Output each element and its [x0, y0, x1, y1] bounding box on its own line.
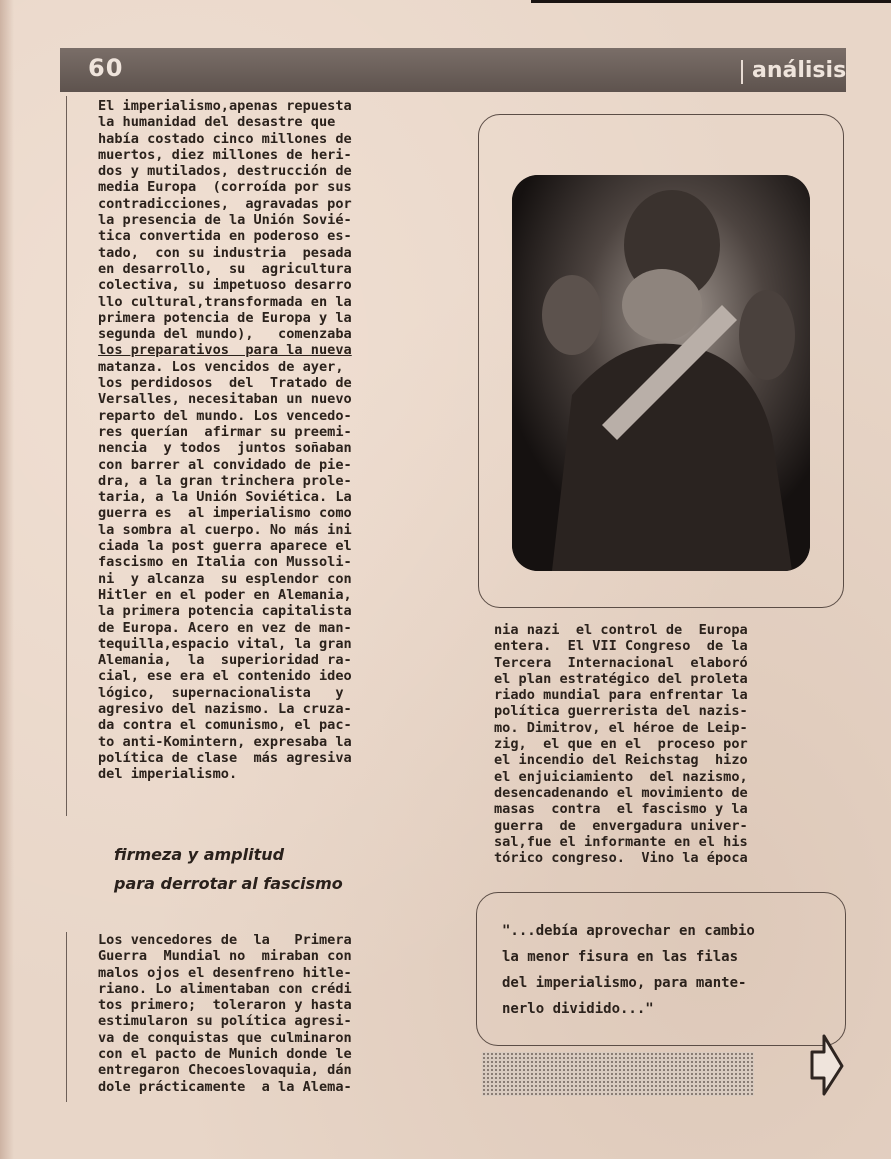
- section-label: análisis: [752, 58, 847, 83]
- text-line: la sombra al cuerpo. No más ini: [98, 521, 352, 538]
- quote-line: "...debía aprovechar en cambio: [502, 923, 755, 939]
- text-line: Hitler en el poder en Alemania,: [98, 586, 352, 603]
- text-line: entregaron Checoeslovaquia, dán: [98, 1062, 352, 1079]
- text-line: va de conquistas que culminaron: [98, 1029, 352, 1046]
- text-line: tica convertida en poderoso es-: [98, 228, 352, 245]
- text-line: colectiva, su impetuoso desarro: [98, 277, 352, 294]
- historical-photo: [512, 175, 810, 571]
- page-edge-shadow: [0, 0, 14, 1159]
- text-line: de Europa. Acero en vez de man-: [98, 619, 352, 636]
- text-line: Tercera Internacional elaboró: [494, 654, 748, 671]
- text-line: lógico, supernacionalista y: [98, 684, 344, 701]
- halftone-panel: [482, 1052, 754, 1096]
- text-line: da contra el comunismo, el pac-: [98, 717, 352, 734]
- text-line: la presencia de la Unión Sovié-: [98, 212, 352, 229]
- underlined-text-line: los preparativos para la nueva: [98, 342, 352, 359]
- text-line: zig, el que en el proceso por: [494, 736, 748, 753]
- text-line: matanza. Los vencidos de ayer,: [98, 358, 344, 375]
- column-rule-top: [66, 96, 67, 816]
- text-line: riado mundial para enfrentar la: [494, 687, 748, 704]
- text-line: nencia y todos juntos soñaban: [98, 440, 352, 457]
- article-column-1: [98, 98, 352, 782]
- text-line: muertos, diez millones de heri-: [98, 146, 352, 163]
- text-line: malos ojos el desenfreno hitle-: [98, 964, 352, 981]
- text-line: guerra de envergadura univer-: [494, 817, 748, 834]
- text-line: la primera potencia capitalista: [98, 603, 352, 620]
- text-line: en desarrollo, su agricultura: [98, 260, 352, 277]
- text-line: dra, a la gran trinchera prole-: [98, 472, 352, 489]
- text-line: res querían afirmar su preemi-: [98, 423, 352, 440]
- text-line: los perdidosos del Tratado de: [98, 375, 352, 392]
- text-line: mo. Dimitrov, el héroe de Leip-: [494, 719, 748, 736]
- text-line: Versalles, necesitaban un nuevo: [98, 391, 352, 408]
- text-line: taria, a la Unión Soviética. La: [98, 489, 352, 506]
- text-line: tado, con su industria pesada: [98, 244, 352, 261]
- text-line: ni y alcanza su esplendor con: [98, 570, 352, 587]
- header-divider: [741, 60, 743, 84]
- photo-silhouette: [512, 175, 810, 571]
- text-line: desencadenando el movimiento de: [494, 784, 748, 801]
- column-rule-bottom: [66, 932, 67, 1102]
- quote-line: nerlo dividido...": [502, 1001, 654, 1017]
- text-line: el plan estratégico del proleta: [494, 670, 748, 687]
- text-line: con barrer al convidado de pie-: [98, 456, 352, 473]
- text-line: guerra es al imperialismo como: [98, 505, 352, 522]
- article-column-2: [494, 622, 748, 866]
- text-line: primera potencia de Europa y la: [98, 309, 352, 326]
- text-line: política guerrerista del nazis-: [494, 703, 748, 720]
- text-line: Guerra Mundial no miraban con: [98, 948, 352, 965]
- text-line: cial, ese era el contenido ideo: [98, 668, 352, 685]
- text-line: tos primero; toleraron y hasta: [98, 997, 352, 1014]
- text-line: agresivo del nazismo. La cruza-: [98, 700, 352, 717]
- text-line: la humanidad del desastre que: [98, 114, 336, 131]
- text-line: segunda del mundo), comenzaba: [98, 326, 352, 343]
- text-line: masas contra el fascismo y la: [494, 801, 748, 818]
- pull-quote: [502, 918, 755, 1022]
- header-bar: [60, 48, 846, 92]
- page-number: 60: [88, 54, 124, 82]
- quote-line: del imperialismo, para mante-: [502, 975, 747, 991]
- text-line: media Europa (corroída por sus: [98, 179, 352, 196]
- text-line: ciada la post guerra aparece el: [98, 538, 352, 555]
- text-line: llo cultural,transformada en la: [98, 293, 352, 310]
- article-column-1-continued: [98, 932, 352, 1095]
- text-line: tequilla,espacio vital, la gran: [98, 635, 352, 652]
- quote-line: la menor fisura en las filas: [502, 949, 739, 965]
- continue-arrow-icon: [806, 1030, 846, 1100]
- text-line: el incendio del Reichstag hizo: [494, 752, 748, 769]
- text-line: del imperialismo.: [98, 766, 238, 783]
- top-edge-strip: [531, 0, 891, 3]
- text-line: reparto del mundo. Los vencedo-: [98, 407, 352, 424]
- text-line: Alemania, la superioridad ra-: [98, 652, 352, 669]
- text-line: Los vencedores de la Primera: [98, 932, 352, 948]
- text-line: dos y mutilados, destrucción de: [98, 163, 352, 180]
- text-line: tórico congreso. Vino la época: [494, 850, 748, 867]
- text-line: fascismo en Italia con Mussoli-: [98, 554, 352, 571]
- text-line: política de clase más agresiva: [98, 749, 352, 766]
- text-line: con el pacto de Munich donde le: [98, 1046, 352, 1063]
- text-line: nia nazi el control de Europa: [494, 622, 748, 638]
- subheading-line-1: firmeza y amplitud: [114, 845, 285, 864]
- text-line: to anti-Komintern, expresaba la: [98, 733, 352, 750]
- text-line: dole prácticamente a la Alema-: [98, 1078, 352, 1095]
- text-line: el enjuiciamiento del nazismo,: [494, 768, 748, 785]
- text-line: estimularon su política agresi-: [98, 1013, 352, 1030]
- text-line: sal,fue el informante en el his: [494, 833, 748, 850]
- text-line: El imperialismo,apenas repuesta: [98, 98, 352, 114]
- text-line: contradicciones, agravadas por: [98, 195, 352, 212]
- subheading-line-2: para derrotar al fascismo: [114, 874, 343, 893]
- text-line: había costado cinco millones de: [98, 130, 352, 147]
- text-line: riano. Lo alimentaban con crédi: [98, 980, 352, 997]
- text-line: entera. El VII Congreso de la: [494, 638, 748, 655]
